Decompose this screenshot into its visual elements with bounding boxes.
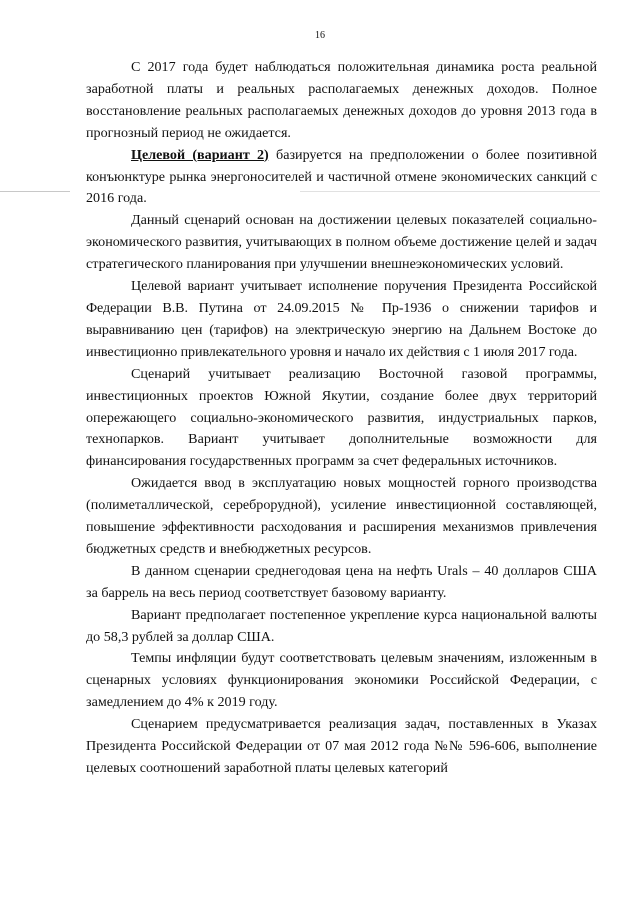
paragraph: Сценарий учитывает реализацию Восточной газовой программы, инвестиционных проектов Южной Якутии, создание более двух территорий опережающего социально-экономического развития, индустриальных парков, технопарков. Вариант учитывает дополнительные возможности для финансирования государственных программ за счет федеральных источников. bbox=[86, 365, 597, 470]
paragraph: Целевой вариант учитывает исполнение поручения Президента Российской Федерации В.В. Путина от 24.09.2015 № Пр-1936 о снижении тарифов и выравниванию цен (тарифов) на электрическую энергию на Дальнем Востоке до инвестиционно привлекательного уровня и начало их действия с 1 июля 2017 года. bbox=[86, 278, 597, 360]
paragraph: Ожидается ввод в эксплуатацию новых мощностей горного производства (полиметаллической, сереброрудной), усиление инвестиционной составляющей, повышение эффективности расходования и расширения механизмов привлечения бюджетных средств и внебюджетных ресурсов. bbox=[86, 475, 597, 557]
paragraph: Данный сценарий основан на достижении целевых показателей социально-экономического развития, учитывающих в полном объеме достижение целей и задач стратегического планирования при улучшении внешнеэкономических условий. bbox=[86, 212, 597, 273]
paragraph: С 2017 года будет наблюдаться положительная динамика роста реальной заработной платы и реальных располагаемых денежных доходов. Полное восстановление реальных располагаемых денежных доходов до уровня 2013 года в прогнозный период не ожидается. bbox=[86, 59, 597, 141]
paragraph: В данном сценарии среднегодовая цена на нефть Urals – 40 долларов США за баррель на весь период соответствует базовому варианту. bbox=[86, 562, 597, 601]
document-body bbox=[86, 57, 597, 780]
paragraph-text: базируется на предположении о более позитивной конъюнктуре рынка энергоносителей и частичной отмене экономических санкций с 2016 года. bbox=[86, 146, 597, 207]
paragraph: Темпы инфляции будут соответствовать целевым значениям, изложенным в сценарных условиях функционирования экономики Российской Федерации, с замедлением до 4% к 2019 году. bbox=[86, 650, 597, 711]
paragraph: Вариант предполагает постепенное укрепление курса национальной валюты до 58,3 рублей за доллар США. bbox=[86, 606, 597, 645]
paragraph: Сценарием предусматривается реализация задач, поставленных в Указах Президента Российской Федерации от 07 мая 2012 года №№ 596-606, выполнение целевых соотношений заработной платы целевых категорий bbox=[86, 716, 597, 776]
paragraph bbox=[86, 145, 597, 211]
section-term: Целевой (вариант 2) bbox=[131, 146, 269, 163]
scan-artifact-line bbox=[0, 191, 70, 192]
page-number: 16 bbox=[315, 30, 325, 41]
